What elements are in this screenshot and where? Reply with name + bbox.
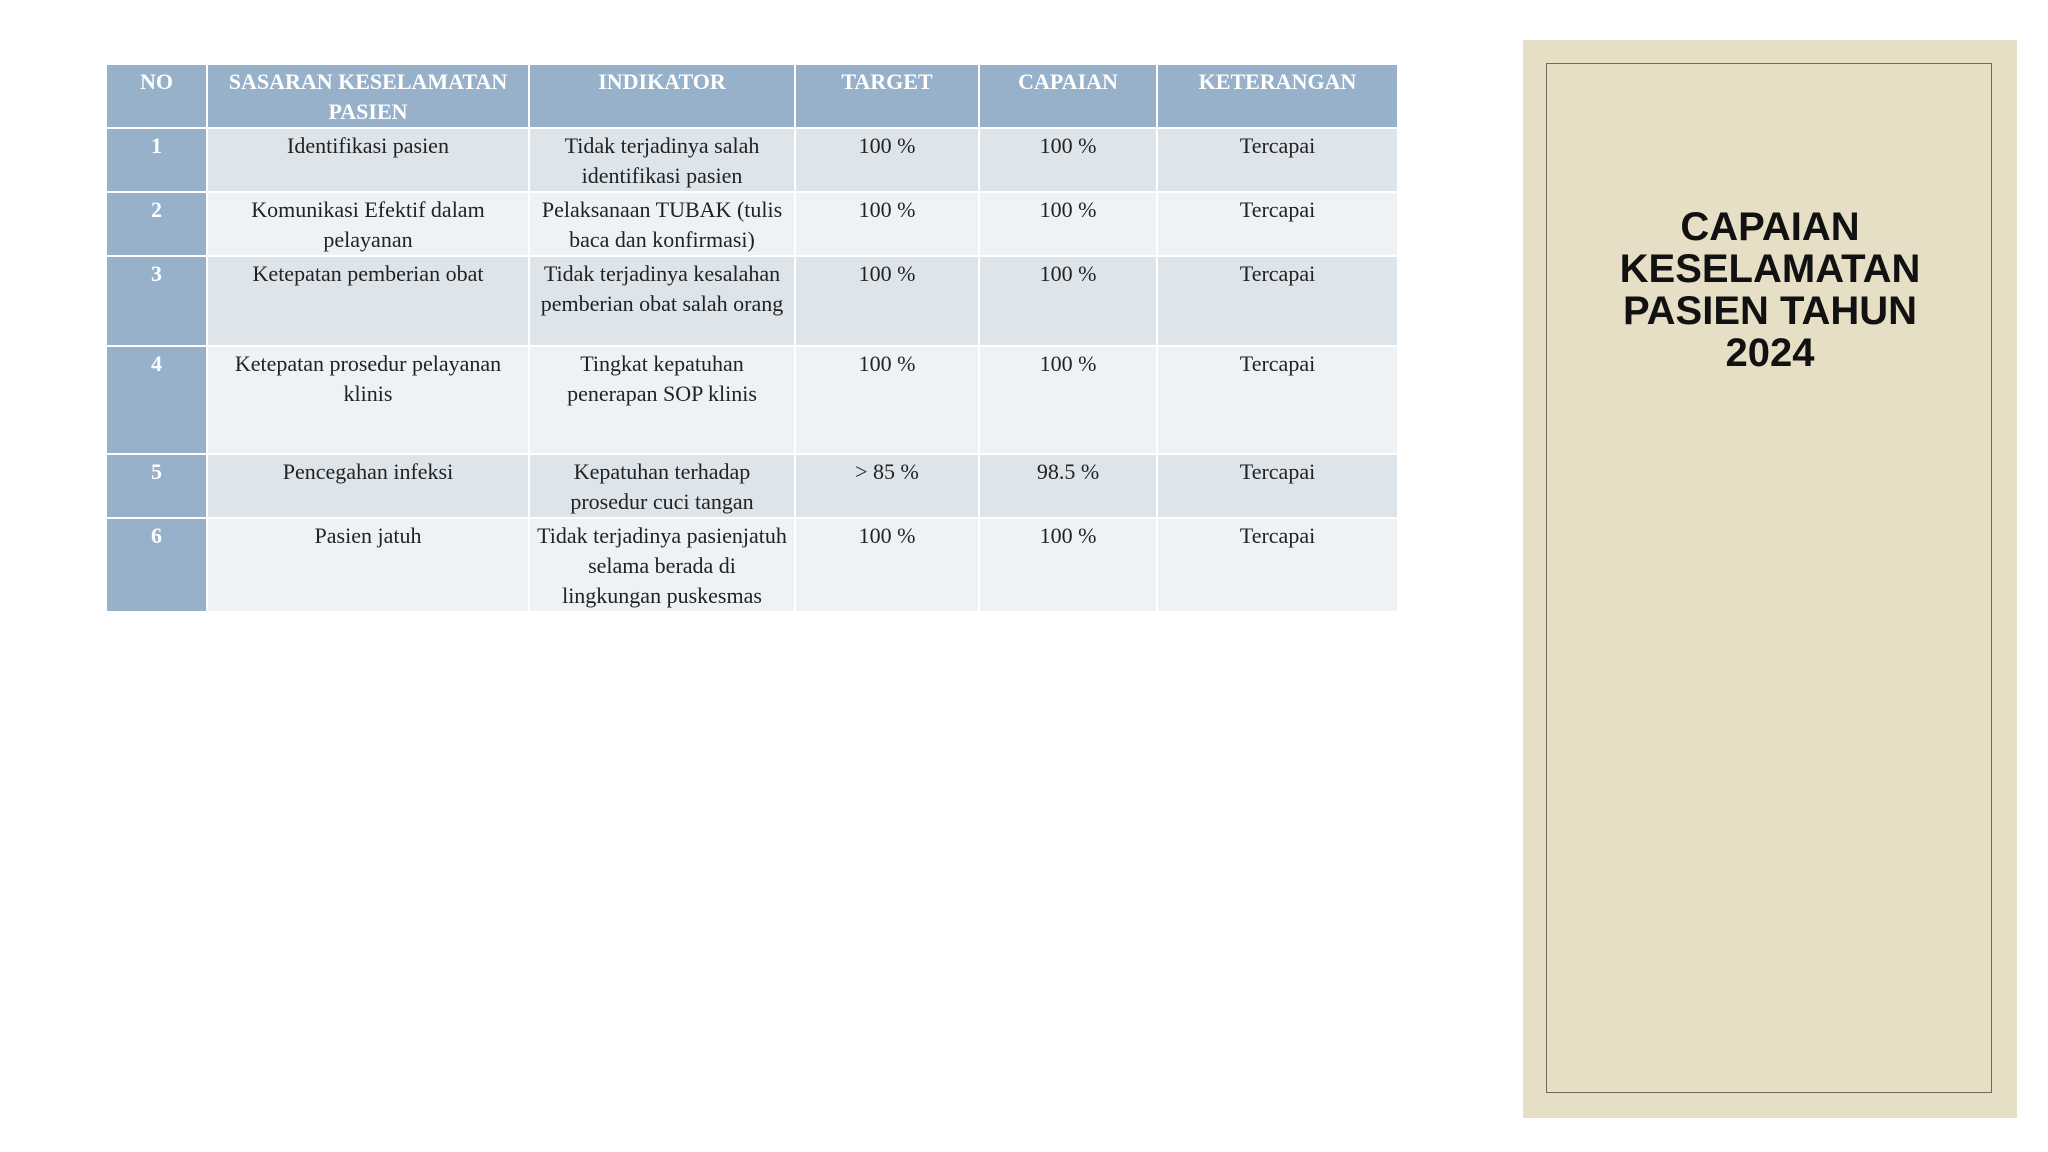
cell-no: 1 <box>107 128 207 192</box>
header-capaian: CAPAIAN <box>979 65 1157 128</box>
table-row <box>107 128 1397 192</box>
achievement-table-container <box>107 65 1397 613</box>
cell-no: 3 <box>107 256 207 346</box>
cell-keterangan: Tercapai <box>1157 192 1397 256</box>
cell-target: 100 % <box>795 518 979 612</box>
header-keterangan: KETERANGAN <box>1157 65 1397 128</box>
cell-no: 4 <box>107 346 207 454</box>
table-row <box>107 518 1397 612</box>
cell-no: 2 <box>107 192 207 256</box>
cell-indikator: Kepatuhan terhadap prosedur cuci tangan <box>529 454 795 518</box>
cell-sasaran: Ketepatan pemberian obat <box>207 256 529 346</box>
cell-capaian: 100 % <box>979 256 1157 346</box>
cell-keterangan: Tercapai <box>1157 256 1397 346</box>
cell-capaian: 100 % <box>979 518 1157 612</box>
table-row <box>107 346 1397 454</box>
cell-sasaran: Pencegahan infeksi <box>207 454 529 518</box>
cell-sasaran: Ketepatan prosedur pelayanan klinis <box>207 346 529 454</box>
cell-capaian: 100 % <box>979 192 1157 256</box>
cell-no: 6 <box>107 518 207 612</box>
title-panel <box>1523 40 2017 1118</box>
header-indikator: INDIKATOR <box>529 65 795 128</box>
cell-target: 100 % <box>795 346 979 454</box>
header-target: TARGET <box>795 65 979 128</box>
cell-keterangan: Tercapai <box>1157 454 1397 518</box>
table-row <box>107 454 1397 518</box>
cell-target: 100 % <box>795 128 979 192</box>
cell-keterangan: Tercapai <box>1157 346 1397 454</box>
header-no: NO <box>107 65 207 128</box>
cell-capaian: 98.5 % <box>979 454 1157 518</box>
cell-keterangan: Tercapai <box>1157 518 1397 612</box>
cell-sasaran: Identifikasi pasien <box>207 128 529 192</box>
table-row <box>107 192 1397 256</box>
cell-indikator: Tidak terjadinya salah identifikasi pasien <box>529 128 795 192</box>
table-header-row <box>107 65 1397 128</box>
cell-target: > 85 % <box>795 454 979 518</box>
achievement-table <box>107 65 1397 613</box>
cell-target: 100 % <box>795 192 979 256</box>
cell-indikator: Tidak terjadinya kesalahan pemberian obat salah orang <box>529 256 795 346</box>
cell-keterangan: Tercapai <box>1157 128 1397 192</box>
cell-indikator: Pelaksanaan TUBAK (tulis baca dan konfirmasi) <box>529 192 795 256</box>
header-sasaran: SASARAN KESELAMATAN PASIEN <box>207 65 529 128</box>
cell-indikator: Tingkat kepatuhan penerapan SOP klinis <box>529 346 795 454</box>
cell-sasaran: Pasien jatuh <box>207 518 529 612</box>
table-row <box>107 256 1397 346</box>
title-panel-frame <box>1546 63 1992 1093</box>
page-title: CAPAIAN KESELAMATAN PASIEN TAHUN 2024 <box>1619 205 1921 375</box>
cell-indikator: Tidak terjadinya pasienjatuh selama berada di lingkungan puskesmas <box>529 518 795 612</box>
cell-no: 5 <box>107 454 207 518</box>
cell-sasaran: Komunikasi Efektif dalam pelayanan <box>207 192 529 256</box>
cell-capaian: 100 % <box>979 346 1157 454</box>
cell-capaian: 100 % <box>979 128 1157 192</box>
cell-target: 100 % <box>795 256 979 346</box>
